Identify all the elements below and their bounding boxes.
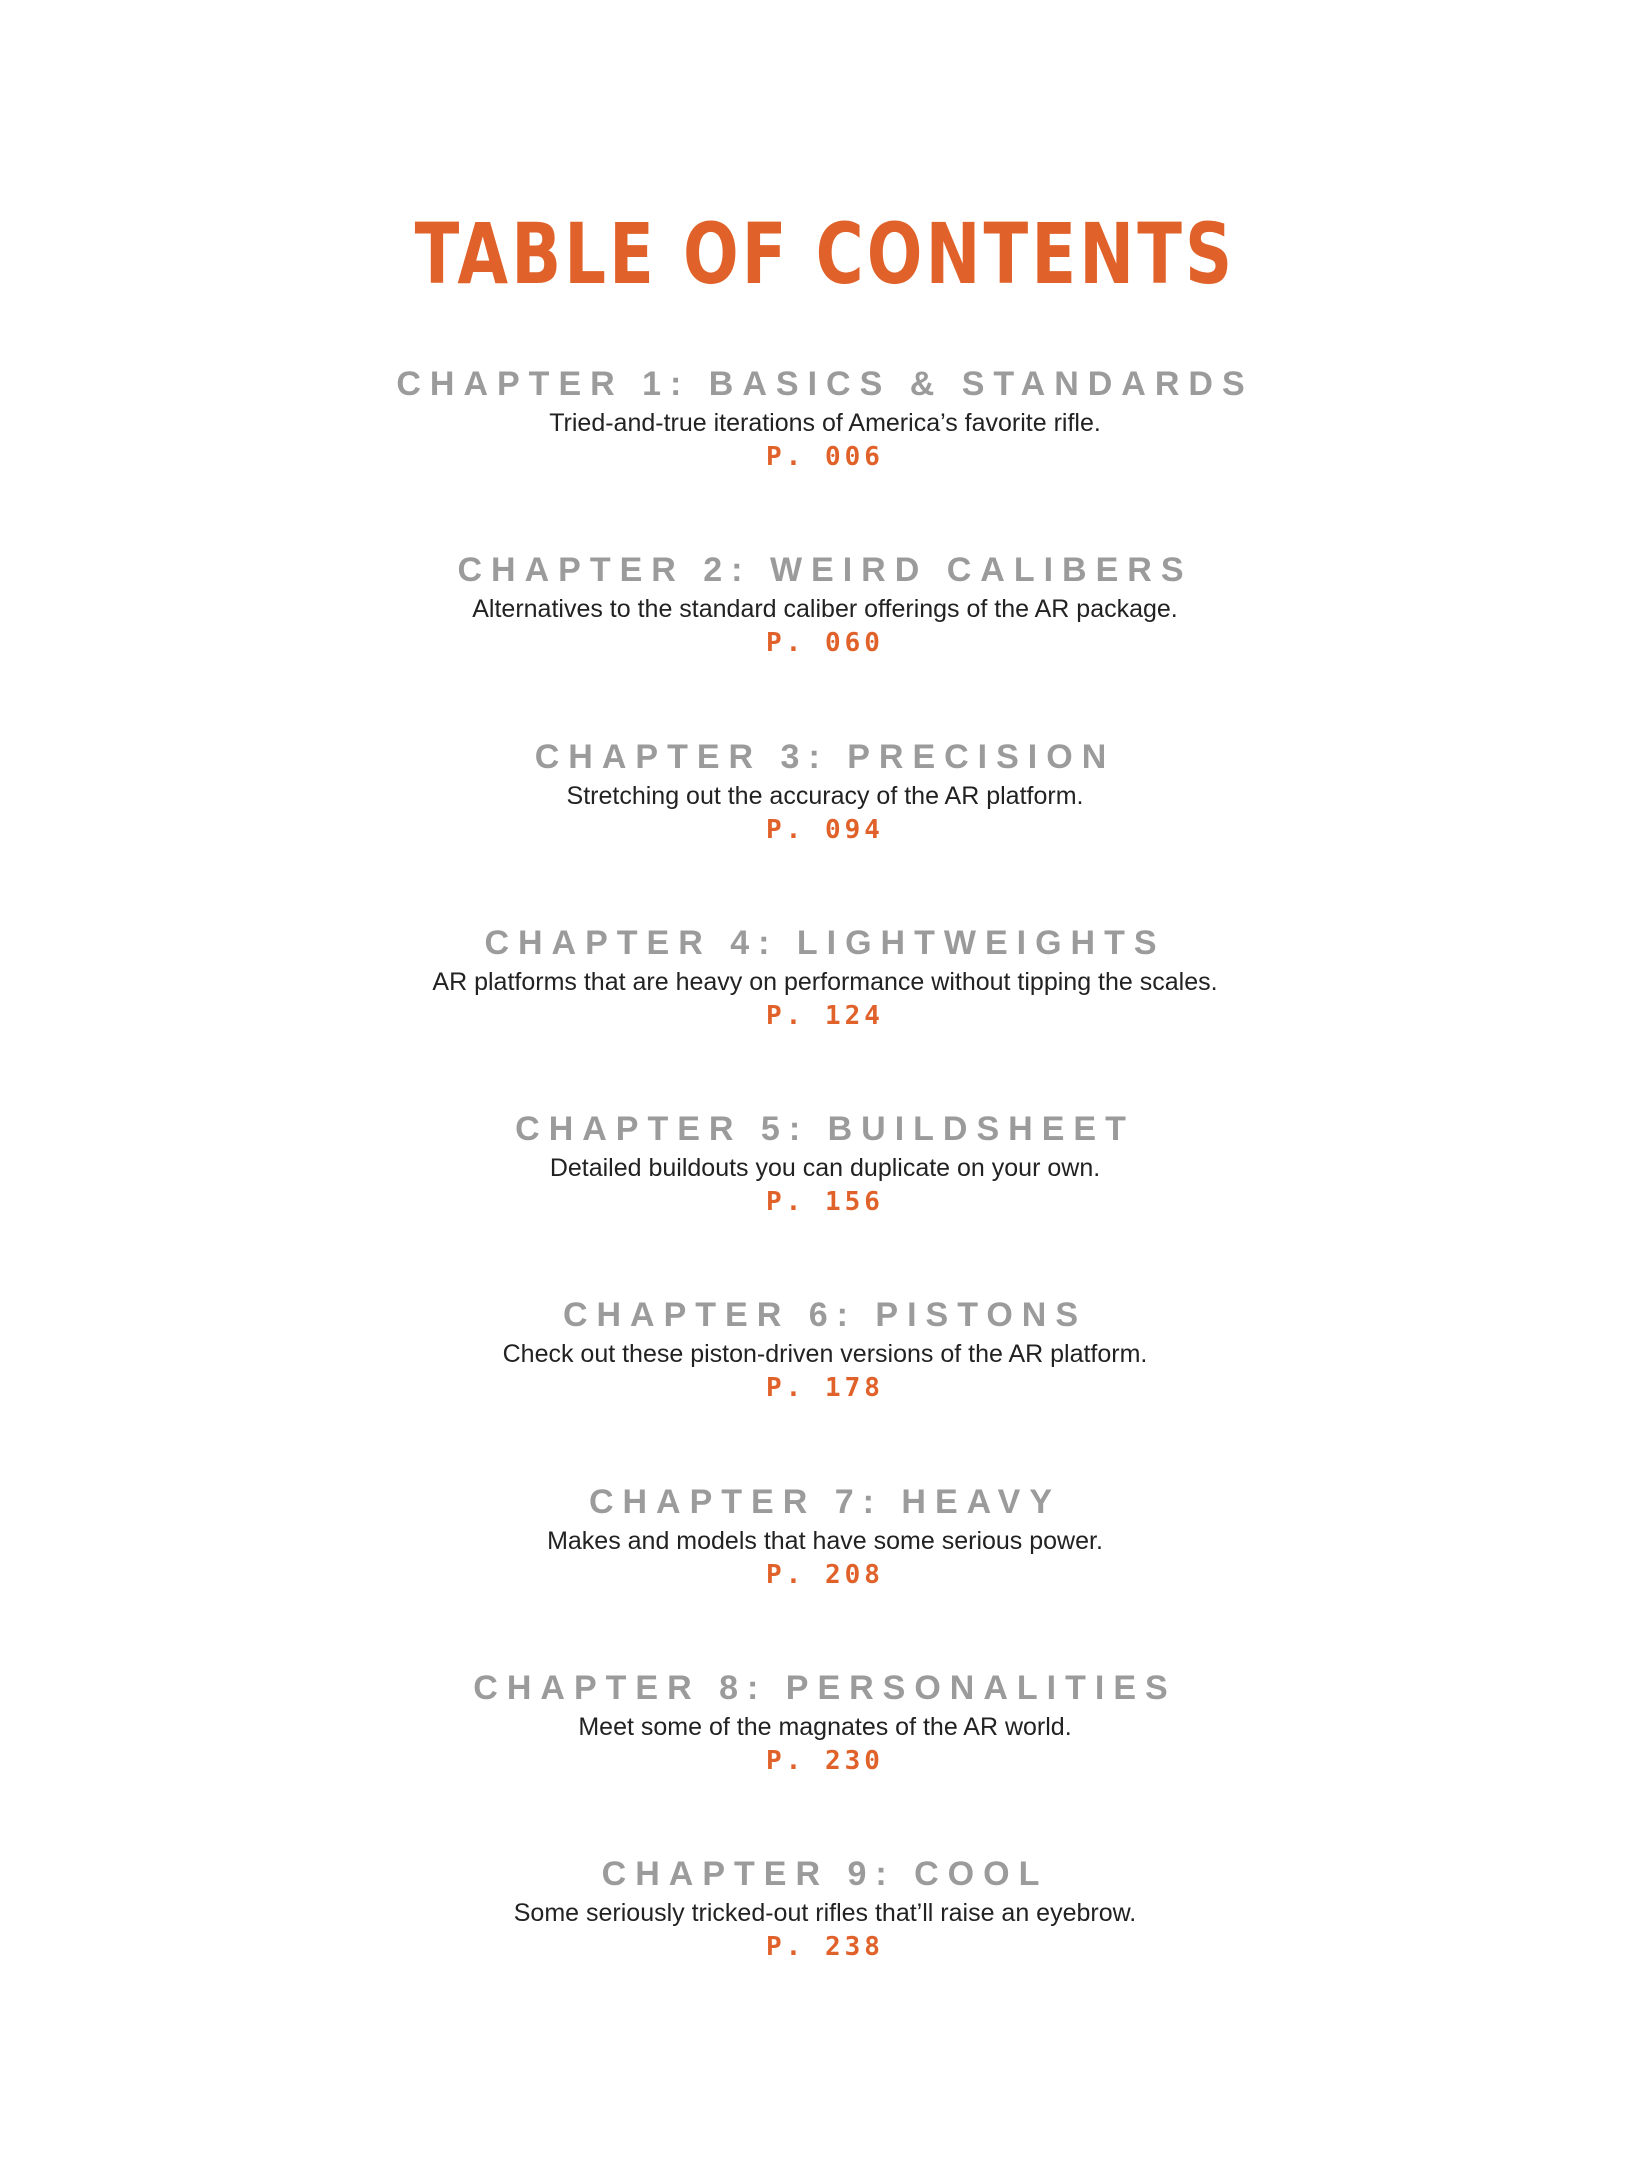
chapter-entry-6 [0, 1295, 1650, 1445]
chapter-entry-2 [0, 550, 1650, 700]
chapter-entry-1 [0, 364, 1650, 514]
chapter-description: Meet some of the magnates of the AR world. [578, 1713, 1072, 1741]
chapter-entry-4 [0, 923, 1650, 1073]
chapter-entry-8 [0, 1668, 1650, 1818]
chapter-description: Makes and models that have some serious power. [547, 1527, 1103, 1555]
chapter-heading: CHAPTER 1: BASICS & STANDARDS [396, 365, 1254, 403]
chapter-heading: CHAPTER 3: PRECISION [534, 738, 1116, 776]
chapter-page-number[interactable]: P. 006 [766, 442, 884, 472]
chapter-entry-5 [0, 1109, 1650, 1259]
chapter-entry-3 [0, 737, 1650, 887]
chapter-heading: CHAPTER 5: BUILDSHEET [515, 1110, 1135, 1148]
chapter-heading: CHAPTER 9: COOL [601, 1855, 1049, 1893]
chapter-description: Some seriously tricked-out rifles that’ll raise an eyebrow. [513, 1899, 1137, 1927]
chapter-description: Tried-and-true iterations of America’s favorite rifle. [549, 409, 1101, 437]
chapter-page-number[interactable]: P. 156 [766, 1187, 884, 1217]
chapter-heading: CHAPTER 2: WEIRD CALIBERS [457, 551, 1193, 589]
chapter-page-number[interactable]: P. 230 [766, 1746, 884, 1776]
chapter-heading: CHAPTER 7: HEAVY [588, 1483, 1062, 1521]
chapter-page-number[interactable]: P. 124 [766, 1001, 884, 1031]
chapter-description: Alternatives to the standard caliber offerings of the AR package. [472, 595, 1178, 623]
chapter-page-number[interactable]: P. 178 [766, 1373, 884, 1403]
chapter-description: Detailed buildouts you can duplicate on your own. [549, 1154, 1101, 1182]
chapter-heading: CHAPTER 6: PISTONS [562, 1296, 1088, 1334]
chapter-page-number[interactable]: P. 208 [766, 1560, 884, 1590]
chapter-page-number[interactable]: P. 094 [766, 815, 884, 845]
chapter-description: AR platforms that are heavy on performance without tipping the scales. [432, 968, 1218, 996]
chapter-page-number[interactable]: P. 238 [766, 1932, 884, 1962]
chapter-description: Stretching out the accuracy of the AR platform. [566, 782, 1084, 810]
chapter-heading: CHAPTER 8: PERSONALITIES [473, 1669, 1177, 1707]
chapter-entry-9 [0, 1854, 1650, 2004]
page-title: TABLE OF CONTENTS [414, 205, 1236, 303]
chapter-page-number[interactable]: P. 060 [766, 628, 884, 658]
chapter-description: Check out these piston-driven versions of the AR platform. [502, 1340, 1148, 1368]
chapter-entry-7 [0, 1482, 1650, 1632]
chapter-heading: CHAPTER 4: LIGHTWEIGHTS [484, 924, 1166, 962]
